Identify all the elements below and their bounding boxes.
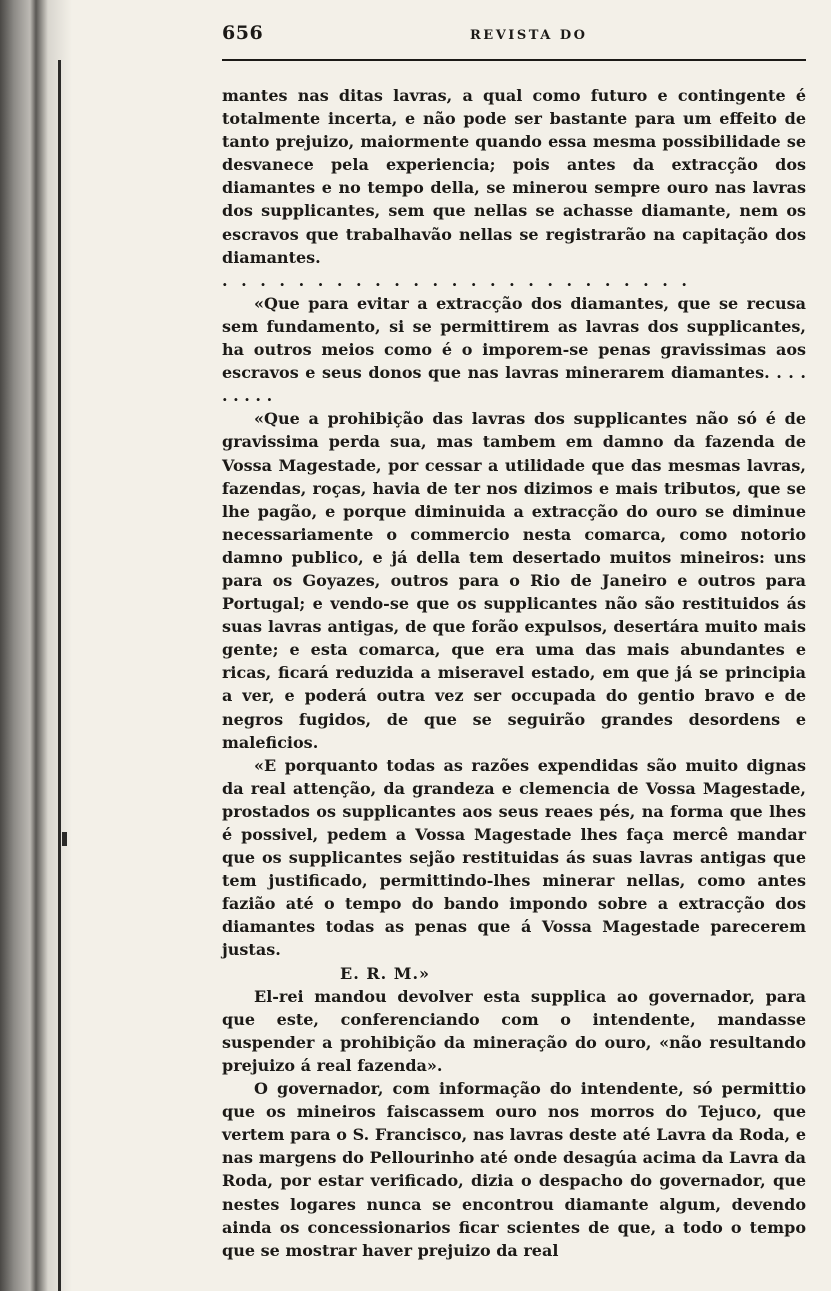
- paragraph-6: O governador, com informação do intendente, só permittio que os mineiros faiscassem ouro nos morros do Tejuco, que vertem para o S. Francisco, nas lavras deste até Lavra da Roda, e nas margens do Pellourinho até onde desagúa acima da Lavra da Roda, por estar verificado, dizia o despacho do governador, que nestes logares nunca se encontrou diamante algum, devendo ainda os concessionarios ficar scientes de que, a todo o tempo que se mostrar haver prejuizo da real: [222, 1079, 806, 1260]
- page-binding-edge: [0, 0, 72, 1291]
- paragraph-4: «E porquanto todas as razões expendidas são muito dignas da real attenção, da grandeza e clemencia de Vossa Magestade, prostados os supplicantes aos seus reaes pés, na forma que lhes é possivel, pedem a Vossa Magestade lhes faça mercê mandar que os supplicantes sejão restituidas ás suas lavras antigas que tem justificado, permittindo-lhes minerar nellas, como antes fazião até o tempo do bando impondo sobre a extracção dos diamantes todas as penas que á Vossa Magestade parecerem justas.: [222, 755, 806, 960]
- margin-mark: [62, 832, 67, 846]
- header-rule: [222, 59, 806, 61]
- page-number: 656: [222, 22, 264, 44]
- signature-line: E. R. M.»: [340, 963, 431, 983]
- paragraph-2: «Que para evitar a extracção dos diamantes, que se recusa sem fundamento, si se permittirem as lavras dos supplicantes, ha outros meios como é o imporem-se penas gravissimas aos escravos e seus donos que nas lavras minerarem diamantes. . . . . . . . .: [222, 293, 806, 406]
- binding-line: [58, 60, 61, 1291]
- paragraph-1: mantes nas ditas lavras, a qual como futuro e contingente é totalmente incerta, e não pode ser bastante para um effeito de tanto prejuizo, maiormente quando essa mesma possibilidade se desvanece pela experiencia; pois antes da extracção dos diamantes e no tempo della, se minerou sempre ouro nas lavras dos supplicantes, sem que nellas se achasse diamante, nem os escravos que trabalhavão nellas se registrarão na capitação dos diamantes.: [222, 86, 806, 267]
- paragraph-3: «Que a prohibição das lavras dos supplicantes não só é de gravissima perda sua, mas tambem em damno da fazenda de Vossa Magestade, por cessar a utilidade que das mesmas lavras, fazendas, roças, havia de ter nos dizimos e mais tributos, que se lhe pagão, e porque diminuida a extracção do ouro se diminue necessariamente o commercio nesta comarca, como notorio damno publico, e já della tem desertado muitos mineiros: uns para os Goyazes, outros para o Rio de Janeiro e outros para Portugal; e vendo-se que os supplicantes não são restituidos ás suas lavras antigas, de que forão expulsos, desertára muito mais gente; e esta comarca, que era uma das mais abundantes e ricas, ficará reduzida a miseravel estado, em que já se principia a ver, e poderá outra vez ser occupada do gentio bravo e de negros fugidos, de que se seguirão grandes desordens e maleficios.: [222, 409, 806, 752]
- page-body: [222, 84, 806, 1262]
- paragraph-5: El-rei mandou devolver esta supplica ao governador, para que este, conferenciando com o intendente, mandasse suspender a prohibição da mineração do ouro, «não resultando prejuizo á real fazenda».: [222, 986, 806, 1075]
- page-header: [222, 22, 806, 52]
- ellipsis-line: . . . . . . . . . . . . . . . . . . . . . . . . .: [222, 270, 691, 290]
- running-head: REVISTA DO: [470, 28, 588, 43]
